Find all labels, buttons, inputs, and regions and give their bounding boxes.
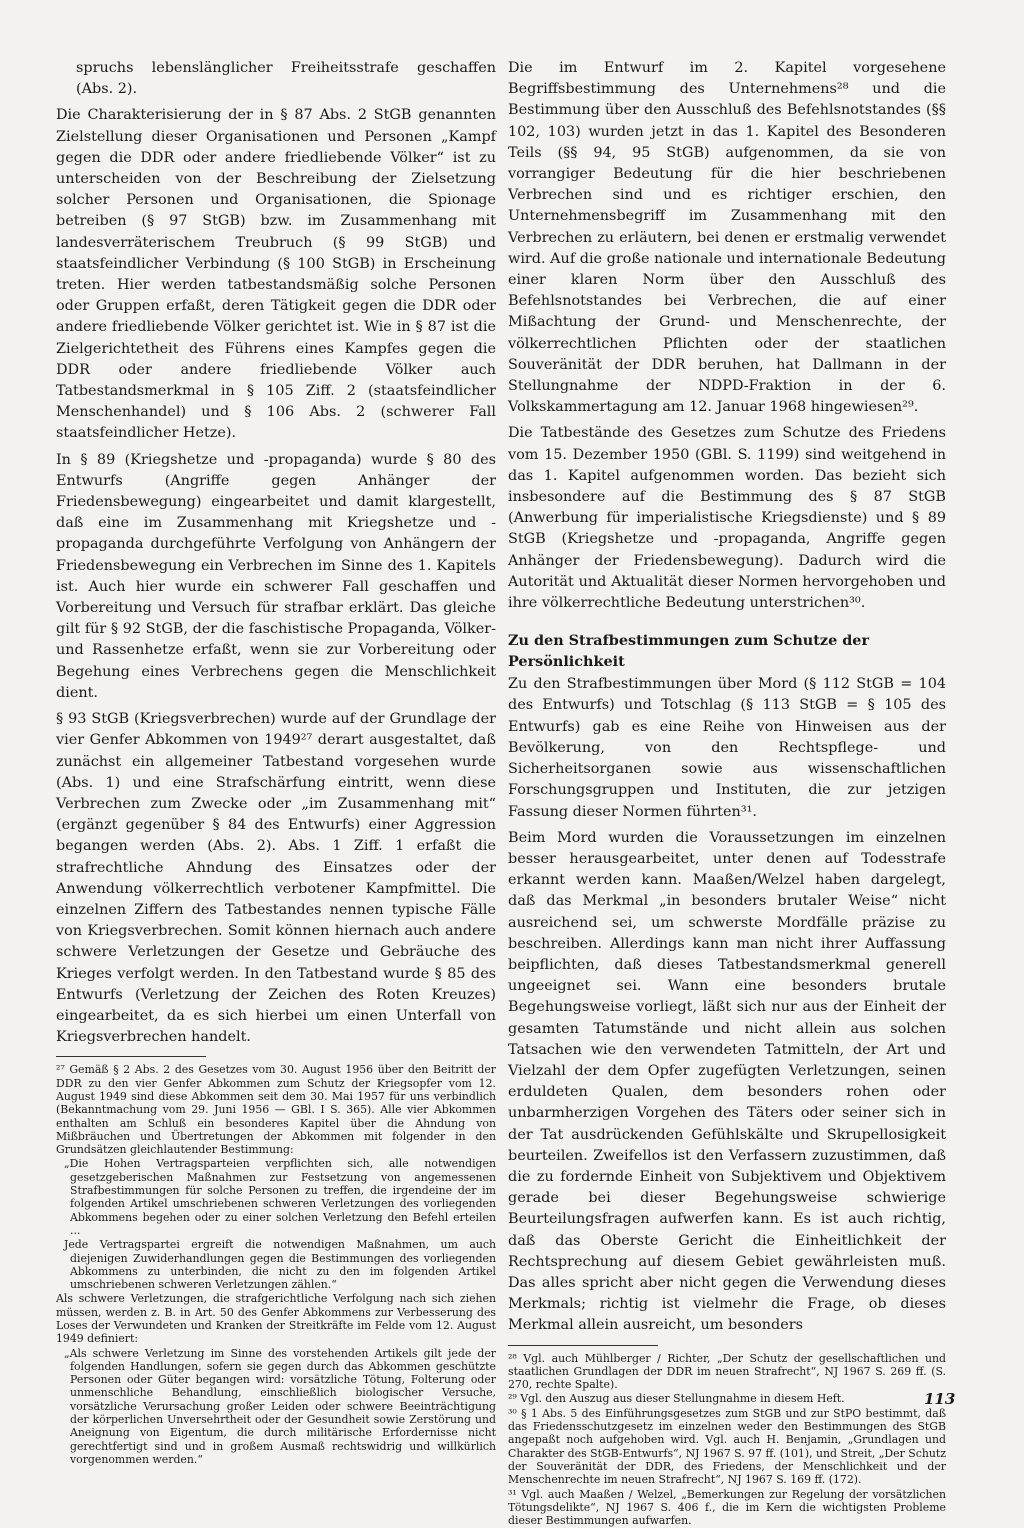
body-paragraph: spruchs lebenslänglicher Freiheitsstrafe geschaffen (Abs. 2). bbox=[76, 60, 496, 98]
footnote-quote: „Als schwere Verletzung im Sinne des vorstehenden Artikels gilt jede der folgenden Handlungen, sofern sie gegen durch das Abkommen geschützte Personen oder Güter begangen wird: vorsätzliche Tötung, Folterung oder unmenschliche Behandlung, einschließlich biologischer Versuche, vorsätzliche Verursachung großer Leiden oder schwere Beeinträchtigung der körperlichen Unversehrtheit oder der Gesundheit sowie Zerstörung und Aneignung von Eigentum, die durch militärische Erfordernisse nicht gerechtfertigt sind und in großem Ausmaß rechtswidrig und willkürlich vorgenommen werden.“ bbox=[64, 1346, 496, 1466]
body-paragraph: Die Charakterisierung der in § 87 Abs. 2 StGB genannten Zielstellung dieser Organisationen und Personen „Kampf gegen die DDR oder andere friedliebende Völker“ ist zu unterscheiden von der Beschreibung der Zielsetzung solcher Personen und Organisationen, die Spionage betreiben (§ 97 StGB) bzw. im Zusammenhang mit landesverräterischem Treubruch (§ 99 StGB) und staatsfeindlicher Verbindung (§ 100 StGB) in Erscheinung treten. Hier werden tatbestandsmäßig solche Personen oder Gruppen erfaßt, deren Tätigkeit gegen die DDR oder andere friedliebende Völker gerichtet ist. Wie in § 87 ist die Zielgerichtetheit des Führens eines Kampfes gegen die DDR oder andere friedliebende Völker auch Tatbestandsmerkmal in § 105 Ziff. 2 (staatsfeindlicher Menschenhandel) und § 106 Abs. 2 (schwerer Fall staatsfeindlicher Hetze). bbox=[56, 107, 496, 442]
footnote-quote: Jede Vertragspartei ergreift die notwendigen Maßnahmen, um auch diejenigen Zuwiderhandlungen gegen die Bestimmungen des vorliegenden Abkommens zu unterbinden, die nicht zu den im folgenden Artikel umschriebenen schweren Verletzungen zählen.“ bbox=[64, 1238, 496, 1292]
footnote-divider bbox=[508, 1345, 658, 1346]
footnotes-left bbox=[56, 1063, 496, 1466]
footnotes-right bbox=[508, 1352, 946, 1528]
body-paragraph: Die Tatbestände des Gesetzes zum Schutze des Friedens vom 15. Dezember 1950 (GBl. S. 1199) sind weitgehend in das 1. Kapitel aufgenommen worden. Das bezieht sich insbesondere auf die Bestimmung des § 87 StGB (Anwerbung für imperialistische Kriegsdienste) und § 89 StGB (Kriegshetze und -propaganda, Angriffe gegen Anhänger der Friedensbewegung). Dadurch wird die Autorität und Aktualität dieser Normen hervorgehoben und ihre völkerrechtliche Bedeutung unterstrichen³⁰. bbox=[508, 425, 946, 612]
body-paragraph: § 93 StGB (Kriegsverbrechen) wurde auf der Grundlage der vier Genfer Abkommen von 1949²⁷ derart ausgestaltet, daß zunächst ein allgemeiner Tatbestand vorgesehen wurde (Abs. 1) und eine Strafschärfung eintritt, wenn diese Verbrechen zum Zwecke oder „im Zusammenhang mit“ (ergänzt gegenüber § 84 des Entwurfs) einer Aggression begangen werden (Abs. 2). Abs. 1 Ziff. 1 erfaßt die strafrechtliche Ahndung des Einsatzes oder der Anwendung völkerrechtlich verbotener Kampfmittel. Die einzelnen Ziffern des Tatbestandes nennen typische Fälle von Kriegsverbrechen. Somit können hiernach auch andere schwere Verletzungen der Gesetze und Gebräuche des Krieges verfolgt werden. In den Tatbestand wurde § 85 des Entwurfs (Verletzung der Zeichen des Roten Kreuzes) eingearbeitet, da es sich hierbei um einen Unterfall von Kriegsverbrechen handelt. bbox=[56, 711, 496, 1046]
section-heading: Zu den Strafbestimmungen zum Schutze der Persönlichkeit bbox=[508, 632, 870, 671]
right-column bbox=[508, 58, 946, 1528]
footnote-28: ²⁸ Vgl. auch Mühlberger / Richter, „Der Schutz der gesellschaftlichen und staatlichen Grundlagen der DDR im neuen Strafrecht“, NJ 1967 S. 269 ff. (S. 270, rechte Spalte). bbox=[508, 1351, 946, 1392]
footnote-30: ³⁰ § 1 Abs. 5 des Einführungsgesetzes zum StGB und zur StPO bestimmt, daß das Friedensschutzgesetz im einzelnen weder den Bestimmungen des StGB angepaßt noch aufgehoben wird. Vgl. auch H. Benjamin, „Grundlagen und Charakter des StGB-Entwurfs“, NJ 1967 S. 97 ff. (101), und Streit, „Der Schutz der Souveränität der DDR, des Friedens, der Menschlichkeit und der Menschenrechte im neuen Strafrecht“, NJ 1967 S. 169 ff. (172). bbox=[508, 1406, 946, 1487]
footnote-divider bbox=[56, 1056, 206, 1057]
page-number: 113 bbox=[924, 1390, 956, 1408]
footnote-quote: „Die Hohen Vertragsparteien verpflichten sich, alle notwendigen gesetzgeberischen Maßnahmen zur Festsetzung von angemessenen Strafbestimmungen für solche Personen zu treffen, die irgendeine der im folgenden Artikel umschriebenen schweren Verletzungen des vorliegenden Abkommens begehen oder zu einer solchen Verletzung den Befehl erteilen ... bbox=[64, 1157, 496, 1237]
footnote-text: Als schwere Verletzungen, die strafgerichtliche Verfolgung nach sich ziehen müssen, werden z. B. in Art. 50 des Genfer Abkommens zur Verbesserung des Loses der Verwundeten und Kranken der Streitkräfte im Felde vom 12. August 1949 definiert: bbox=[56, 1292, 496, 1346]
footnote-31: ³¹ Vgl. auch Maaßen / Welzel, „Bemerkungen zur Regelung der vorsätzlichen Tötungsdelikte“, NJ 1967 S. 406 f., die im Kern die wichtigsten Probleme dieser Bestimmungen aufwarfen. bbox=[508, 1487, 946, 1528]
body-paragraph: Zu den Strafbestimmungen über Mord (§ 112 StGB = 104 des Entwurfs) und Totschlag (§ 113 StGB = § 105 des Entwurfs) gab es eine Reihe von Hinweisen aus der Bevölkerung, von den Rechtspflege- und Sicherheitsorganen sowie aus wissenschaftlichen Forschungsgruppen und Instituten, die zur jetzigen Fassung dieser Normen führten³¹. bbox=[508, 676, 946, 820]
footnote-27: ²⁷ Gemäß § 2 Abs. 2 des Gesetzes vom 30. August 1956 über den Beitritt der DDR zu den vier Genfer Abkommen zum Schutz der Kriegsopfer vom 12. August 1949 sind diese Abkommen seit dem 30. Mai 1957 für uns verbindlich (Bekanntmachung vom 29. Juni 1956 — GBl. I S. 365). Alle vier Abkommen enthalten am Schluß ein besonderes Kapitel über die Ahndung von Mißbräuchen und Übertretungen der Abkommen mit folgender in den Grundsätzen gleichlautender Bestimmung: bbox=[56, 1063, 496, 1157]
footnote-29: ²⁹ Vgl. den Auszug aus dieser Stellungnahme in diesem Heft. bbox=[508, 1392, 845, 1406]
body-paragraph: In § 89 (Kriegshetze und -propaganda) wurde § 80 des Entwurfs (Angriffe gegen Anhänger der Friedensbewegung) eingearbeitet und damit klargestellt, daß eine im Zusammenhang mit Kriegshetze und -propaganda durchgeführte Verfolgung von Anhängern der Friedensbewegung ein Verbrechen im Sinne des 1. Kapitels ist. Auch hier wurde ein schwerer Fall geschaffen und Vorbereitung und Versuch für strafbar erklärt. Das gleiche gilt für § 92 StGB, der die faschistische Propaganda, Völker- und Rassenhetze erfaßt, wenn sie zur Vorbereitung oder Begehung eines Verbrechens gegen die Menschlichkeit dient. bbox=[56, 451, 496, 701]
left-column bbox=[56, 58, 496, 1467]
body-paragraph: Die im Entwurf im 2. Kapitel vorgesehene Begriffsbestimmung des Unternehmens²⁸ und die Bestimmung über den Ausschluß des Befehlsnotstandes (§§ 102, 103) wurden jetzt in das 1. Kapitel des Besonderen Teils (§§ 94, 95 StGB) aufgenommen, da sie von vorrangiger Bedeutung für die hier beschriebenen Verbrechen sind und es richtiger erschien, den Unternehmensbegriff im Zusammenhang mit den Verbrechen zu erläutern, bei denen er erstmalig verwendet wird. Auf die große nationale und internationale Bedeutung einer klaren Norm über den Ausschluß des Befehlsnotstandes bei Verbrechen, die auf einer Mißachtung der Grund- und Menschenrechte, der völkerrechtlichen Pflichten oder der staatlichen Souveränität der DDR beruhen, hat Dallmann in der Stellungnahme der NDPD-Fraktion in der 6. Volkskammertagung am 12. Januar 1968 hingewiesen²⁹. bbox=[508, 60, 946, 416]
body-paragraph: Beim Mord wurden die Voraussetzungen im einzelnen besser herausgearbeitet, unter denen auf Todesstrafe erkannt werden kann. Maaßen/Welzel haben dargelegt, daß das Merkmal „in besonders brutaler Weise“ nicht ausreichend sei, um schwerste Mordfälle präzise zu beschreiben. Allerdings kann man nicht ihrer Auffassung beipflichten, daß dieses Tatbestandsmerkmal generell ungeeignet sei. Wann eine besonders brutale Begehungsweise vorliegt, läßt sich nur aus der Einheit der gesamten Tatumstände und nicht allein aus solchen Tatsachen wie den verwendeten Tatmitteln, der Art und Vielzahl der dem Opfer zugefügten Verletzungen, seinen erduldeten Qualen, dem besonders rohen oder unbarmherzigen Vorgehen des Täters oder seiner sich in der Tat ausdrückenden Gefühlskälte und Skrupellosigkeit beurteilen. Zweifellos ist den Verfassern zuzustimmen, daß die zu fordernde Einheit von Subjektivem und Objektivem gerade bei dieser Begehungsweise schwierige Beurteilungsfragen aufwerfen kann. Es ist auch richtig, daß das Oberste Gericht die Einheitlichkeit der Rechtsprechung auf diesem Gebiet gewährleisten muß. Das alles spricht aber nicht gegen die Verwendung dieses Merkmals; richtig ist vielmehr die Frage, ob dieses Merkmal allein ausreicht, um besonders bbox=[508, 829, 946, 1334]
